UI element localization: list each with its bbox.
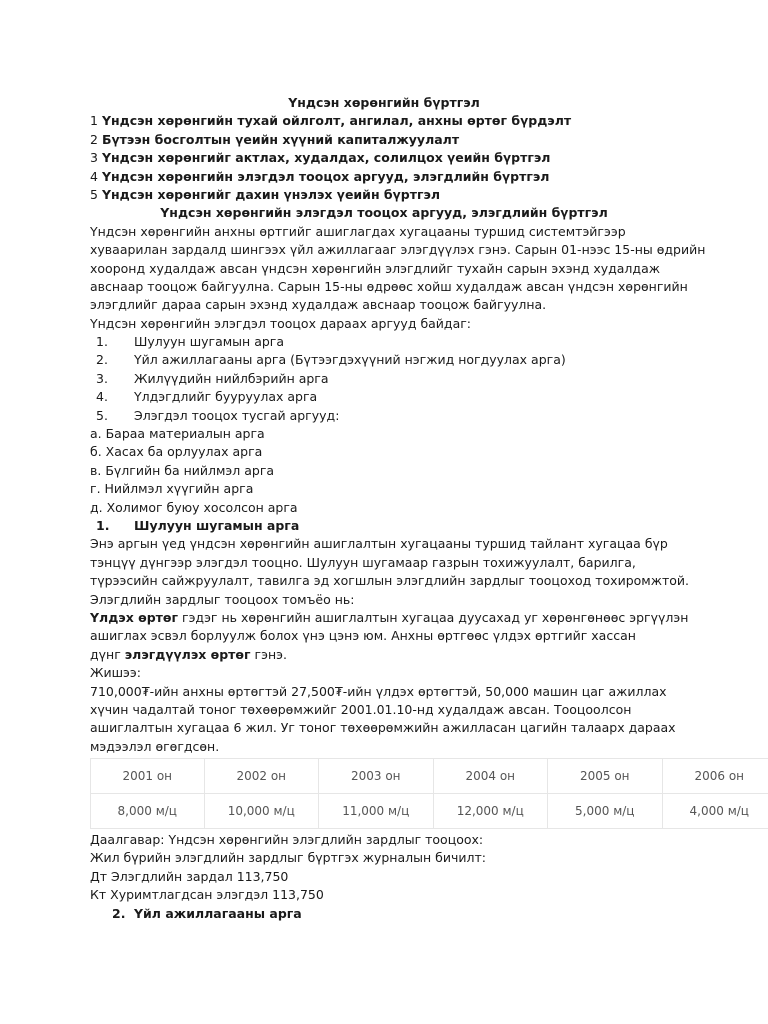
table-of-contents: [90, 112, 768, 204]
operating-method-heading: 2. Үйл ажиллагааны арга: [112, 905, 302, 921]
table-header-cell: 2002 он: [205, 759, 320, 794]
intro-paragraph: Үндсэн хөрөнгийн анхны өртгийг ашиглагдах хугацааны туршид системтэйгээр хуваарилан зардалд шингээх үйл ажиллагааг элэгдүүлэх гэнэ. Сарын 01-нээс 15-ны өдрийн хооронд худалдаж авсан үндсэн хөрөнгийн элэгдлийг тухайн сарын эхэнд худалдаж авснаар тооцож байгуулна. Сарын 15-ны өдрөөс хойш худалдаж авсан үндсэн хөрөнгийн элэгдлийг дараа сарын эхэнд худалдаж авснаар тооцож байгуулна. Үндсэн хөрөнгийн элэгдэл тооцох дараах аргууд байдаг:: [90, 223, 706, 331]
document-page: [90, 94, 768, 923]
table-header-cell: 2003 он: [319, 759, 434, 794]
section-title: Үндсэн хөрөнгийн элэгдэл тооцох аргууд, элэгдлийн бүртгэл: [160, 205, 608, 221]
table-cell: 12,000 м/ц: [434, 794, 549, 829]
list-item: 4. Үлдэгдлийг бууруулах арга: [96, 389, 318, 405]
toc-item: 1 Үндсэн хөрөнгийн тухай ойлголт, ангилал, анхны өртөг бүрдэлт: [90, 113, 572, 129]
list-item: г. Нийлмэл хүүгийн арга: [90, 481, 254, 497]
example-label: Жишээ:: [90, 665, 141, 681]
table-header-cell: 2004 он: [434, 759, 549, 794]
toc-item: 3 Үндсэн хөрөнгийг актлах, худалдах, солилцох үеийн бүртгэл: [90, 150, 551, 166]
table-cell: 8,000 м/ц: [90, 794, 205, 829]
straight-line-heading: 1. Шулуун шугамын арга: [96, 517, 300, 533]
list-item: 3. Жилүүдийн нийлбэрийн арга: [96, 370, 329, 386]
toc-item: 2 Бүтээн босголтын үеийн хүүний капиталжуулалт: [90, 131, 460, 147]
straight-line-paragraph: Энэ аргын үед үндсэн хөрөнгийн ашиглалтын хугацааны туршид тайлант хугацаа бүр тэнцүү дүнгээр элэгдэл тооцно. Шулуун шугамаар газрын тохижуулалт, барилга, түрээсийн сайжруулалт, тавилга эд хогшлын элэгдлийн зардлыг тооцоход тохиромжтой. Элэгдлийн зардлыг тооцоох томъёо нь: Үлдэх өртөг гэдэг нь хөрөнгийн ашиглалтын хугацаа дуусахад уг хөрөнгөнөөс эргүүлэн ашиглах эсвэл борлуулж болох үнэ цэнэ юм. Анхны өртгөөс үлдэх өртгийг хассан дүнг элэгдүүлэх өртөг гэнэ. Жишээ: 710,000₮-ийн анхны өртөгтэй 27,500₮-ийн үлдэх өртөгтэй, 50,000 машин цаг ажиллах хүчин чадалтай тоног төхөөрөмжийг 2001.01.10-нд худалдаж авсан. Тооцоолсон ашиглалтын хугацаа 6 жил. Уг тоног төхөөрөмжийн ажилласан цагийн талаарх дараах мэдээлэл өгөгдсөн.: [90, 535, 768, 756]
methods-list: [90, 333, 768, 425]
list-item: б. Хасах ба орлуулах арга: [90, 444, 263, 460]
toc-item: 5 Үндсэн хөрөнгийг дахин үнэлэх үеийн бүртгэл: [90, 186, 441, 202]
residual-term: Үлдэх өртөг: [90, 609, 179, 625]
after-table-paragraph: Даалгавар: Үндсэн хөрөнгийн элэгдлийн зардлыг тооцоох: Жил бүрийн элэгдлийн зардлыг бүртгэх журналын бичилт: Дт Элэгдлийн зардал 113,750 Кт Хуримтлагдсан элэгдэл 113,750: [90, 832, 486, 903]
table-header-cell: 2005 он: [548, 759, 663, 794]
list-item: 5. Элэгдэл тооцох тусгай аргууд:: [96, 407, 340, 423]
list-item: а. Бараа материалын арга: [90, 426, 265, 442]
table-cell: 10,000 м/ц: [205, 794, 320, 829]
list-item: 1. Шулуун шугамын арга: [96, 334, 285, 350]
list-item: 2. Үйл ажиллагааны арга (Бүтээгдэхүүний нэгжид ногдуулах арга): [96, 352, 566, 368]
table-cell: 4,000 м/ц: [663, 794, 768, 829]
toc-item: 4 Үндсэн хөрөнгийн элэгдэл тооцох аргууд, элэгдлийн бүртгэл: [90, 168, 550, 184]
special-methods-list: [90, 425, 768, 517]
table-cell: 5,000 м/ц: [548, 794, 663, 829]
list-item: в. Бүлгийн ба нийлмэл арга: [90, 462, 275, 478]
table-cell: 11,000 м/ц: [319, 794, 434, 829]
table-header-cell: 2001 он: [90, 759, 205, 794]
list-item: д. Холимог буюу хосолсон арга: [90, 499, 298, 515]
machine-hours-table: [90, 758, 768, 829]
document-title: Үндсэн хөрөнгийн бүртгэл: [288, 95, 480, 110]
depreciable-term: элэгдүүлэх өртөг: [124, 646, 251, 662]
table-header-cell: 2006 он: [663, 759, 768, 794]
